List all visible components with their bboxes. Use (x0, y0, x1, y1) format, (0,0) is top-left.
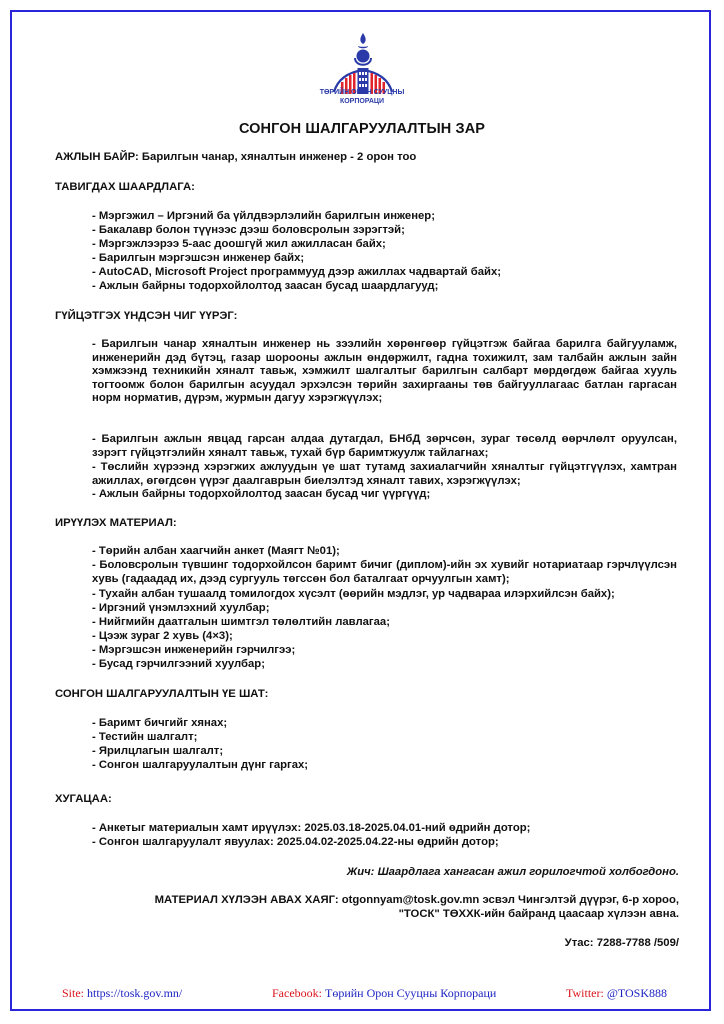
logo-name-line2: КОРПОРАЦИ (339, 98, 385, 105)
duties-heading: ГҮЙЦЭТГЭХ ҮНДСЭН ЧИГ ҮҮРЭГ: (55, 310, 238, 322)
requirement-item: - Мэргэжил – Иргэний ба үйлдвэрлэлийн барилгын инженер; (92, 210, 435, 222)
material-item: - Нийгмийн даатгалын шимтгэл төлөлтийн лавлагаа; (92, 616, 390, 628)
logo-flame-icon (358, 33, 368, 48)
material-item: - Тухайн албан тушаалд томилогдох хүсэлт (өөрийн мэдлэг, ур чадвараа илэрхийлсэн байх); (92, 588, 615, 600)
footer-facebook[interactable] (272, 986, 496, 1001)
twitter-link[interactable]: @TOSK888 (606, 986, 667, 1000)
note-text: Жич: Шаардлага хангасан ажил горилогчтой холбогдоно. (346, 866, 679, 878)
logo-caption (300, 88, 424, 106)
site-link[interactable]: https://tosk.gov.mn/ (87, 986, 183, 1000)
facebook-label: Facebook: (272, 986, 322, 1000)
materials-heading: ИРҮҮЛЭХ МАТЕРИАЛ: (55, 517, 177, 529)
stage-item: - Тестийн шалгалт; (92, 731, 198, 743)
position-line (55, 151, 416, 164)
address-line-2: "ТОСК" ТӨХХК-ийн байранд цаасаар хүлээн авна. (398, 908, 679, 920)
requirement-item: - Мэргэжлээрээ 5-аас доошгүй жил ажилласан байх; (92, 238, 386, 250)
position-label: АЖЛЫН БАЙР: (55, 151, 139, 163)
address-text-1: МАТЕРИАЛ ХҮЛЭЭН АВАХ ХАЯГ: otgonnyam@tosk.gov.mn эсвэл Чингэлтэй дүүрэг, 6-р хороо, (154, 894, 679, 906)
duty-item: - Ажлын байрны тодорхойлолтод заасан бусад чиг үүргүүд; (92, 488, 431, 500)
deadline-item: - Сонгон шалгаруулалт явуулах: 2025.04.02-2025.04.22-ны өдрийн дотор; (92, 836, 499, 848)
facebook-link[interactable]: Төрийн Орон Сууцны Корпораци (325, 986, 497, 1000)
material-item: - Бусад гэрчилгээний хуулбар; (92, 658, 265, 670)
stage-item: - Ярилцлагын шалгалт; (92, 745, 224, 757)
deadline-item: - Анкетыг материалын хамт ирүүлэх: 2025.03.18-2025.04.01-ний өдрийн дотор; (92, 822, 531, 834)
material-item: - Боловсролын түвшинг тодорхойлсон баримт бичиг (диплом)-ийн эх хувийг нотариатаар гэрчлүүлсэн хувь (гадаадад их, дээд сургууль төгссөн бол баталгаат орчуулгын хамт); (92, 559, 677, 585)
logo-sun (357, 50, 370, 63)
address-line-1 (155, 894, 679, 907)
page-title: СОНГОН ШАЛГАРУУЛАЛТЫН ЗАР (238, 121, 486, 137)
stage-item: - Баримт бичгийг хянах; (92, 717, 228, 729)
material-item: - Төрийн албан хаагчийн анкет (Маягт №01); (92, 545, 340, 557)
requirements-heading: ТАВИГДАХ ШААРДЛАГА: (55, 181, 195, 193)
material-item: - Мэргэшсэн инженерийн гэрчилгээ; (92, 644, 296, 656)
stages-heading: СОНГОН ШАЛГАРУУЛАЛТЫН ҮЕ ШАТ: (55, 688, 269, 700)
footer-site[interactable] (62, 986, 182, 1001)
twitter-label: Twitter: (566, 986, 604, 1000)
requirement-item: - Бакалавр болон түүнээс дээш боловсролын зэрэгтэй; (92, 224, 405, 236)
duty-item: - Төслийн хүрээнд хэрэгжих ажлуудын үе шат тутамд захиалагчийн хяналтыг гүйцэтгүүлэх, хамтран ажиллах, өгөгдсөн үүрэг даалгаврын биелэлтэд хяналт тавих, хэрэгжүүлэх; (92, 461, 677, 487)
logo-name-line1: ТӨРИЙН ОРОН СУУЦНЫ (319, 89, 405, 96)
requirement-item: - AutoCAD, Microsoft Project программууд дээр ажиллах чадвартай байх; (92, 266, 502, 278)
footer-twitter[interactable] (566, 986, 667, 1001)
material-item: - Иргэний үнэмлэхний хуулбар; (92, 602, 270, 614)
phone-text: Утас: 7288-7788 /509/ (564, 937, 679, 949)
requirement-item: - Барилгын мэргэшсэн инженер байх; (92, 252, 305, 264)
position-value: Барилгын чанар, хяналтын инженер - 2 орон тоо (141, 151, 417, 163)
material-item: - Цээж зураг 2 хувь (4×3); (92, 630, 233, 642)
duty-item: - Барилгын ажлын явцад гарсан алдаа дутагдал, БНбД зөрчсөн, зураг төсөлд өөрчлөлт оруулсан, зэрэгт гүйцэтгэлийн хяналт тавьж, тухай бүр баримтжуулж тайлагнах; (92, 433, 677, 459)
duty-item: - Барилгын чанар хяналтын инженер нь зээлийн хөрөнгөөр гүйцэтгэж байгаа барилга байгууламж, инженерийн дэд бүтэц, газар шорооны ажлын өндөржилт, гадна тохижилт, зам талбайн ажлын зайн хэмжээнд техникийн хяналт тавьж, хэмжилт шалгалтыг барилгын салбарт мөрдөгдөж байгаа хууль тогтоомж болон барилгын асуудал эрхэлсэн төрийн захиргааны төв байгууллагаас батлан гаргасан норм норматив, дүрэм, журмын дагуу хэрэгжүүлэх; (92, 338, 677, 405)
stage-item: - Сонгон шалгаруулалтын дүнг гаргах; (92, 759, 309, 771)
requirement-item: - Ажлын байрны тодорхойлолтод заасан бусад шаардлагууд; (92, 280, 439, 292)
site-label: Site: (62, 986, 85, 1000)
deadline-heading: ХУГАЦАА: (55, 793, 112, 805)
